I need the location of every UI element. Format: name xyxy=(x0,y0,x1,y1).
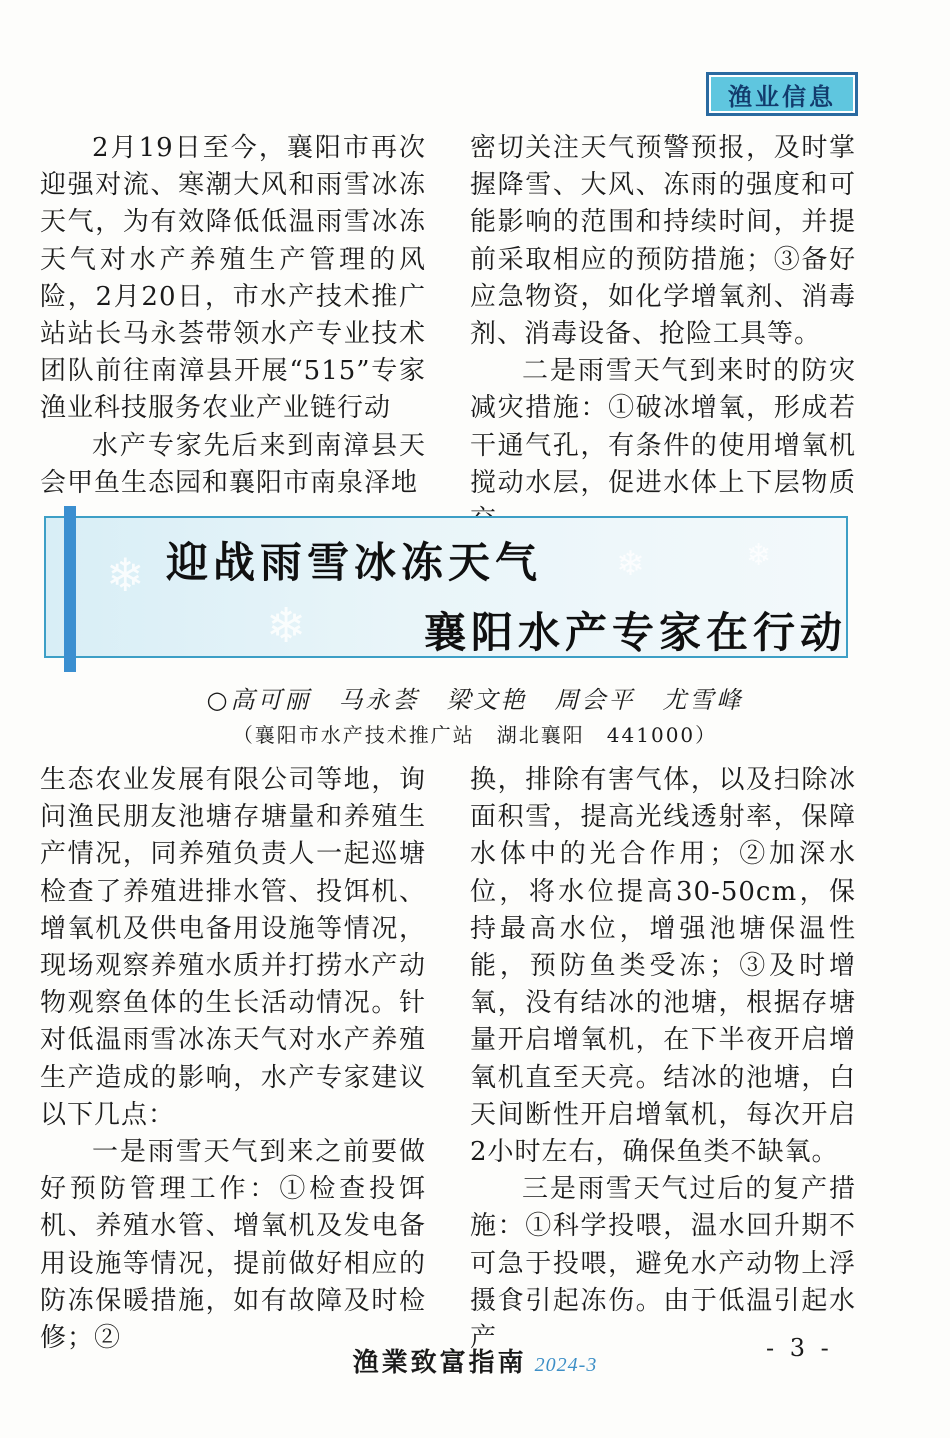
author-list: ○高可丽 马永荟 梁文艳 周会平 尤雪峰 xyxy=(206,686,744,714)
paragraph: 水产专家先后来到南漳县天会甲鱼生态园和襄阳市南泉泽地 xyxy=(40,430,426,498)
paragraph: 一是雨雪天气到来之前要做好预防管理工作：①检查投饵机、养殖水管、增氧机及发电备用设施等情况，提前做好相应的防冻保暖措施，如有故障及时检修；② xyxy=(40,1137,426,1354)
column-bottom-left xyxy=(40,762,426,1357)
paragraph: 三是雨雪天气过后的复产措施：①科学投喂，温水回升期不可急于投喂，避免水产动物上浮摄食引起冻伤。由于低温引起水产 xyxy=(470,1174,856,1354)
snowflake-icon: ❄ xyxy=(746,538,772,573)
paragraph: 换，排除有害气体，以及扫除冰面积雪，提高光线透射率，保障水体中的光合作用；②加深水位，将水位提高30-50cm，保持最高水位，增强池塘保温性能，预防鱼类受冻；③及时增氧，没有结冰的池塘，根据存塘量开启增氧机，在下半夜开启增氧机直至天亮。结冰的池塘，白天间断性开启增氧机，每次开启2小时左右，确保鱼类不缺氧。 xyxy=(470,765,856,1168)
journal-name: 渔業致富指南 xyxy=(352,1348,527,1378)
article-title-line2: 襄阳水产专家在行动 xyxy=(424,608,848,657)
snowflake-icon: ❄ xyxy=(616,544,645,584)
paragraph: 2月19日至今，襄阳市再次迎强对流、寒潮大风和雨雪冰冻天气，为有效降低低温雨雪冰冻天气对水产养殖生产管理的风险，2月20日，市水产技术推广站站长马永荟带领水产专业技术团队前往南漳县开展“515”专家渔业科技服务农业产业链行动 xyxy=(40,133,426,424)
author-affiliation: （襄阳市水产技术推广站 湖北襄阳 441000） xyxy=(232,723,718,747)
banner-accent-bar xyxy=(64,506,76,672)
section-tag: 渔业信息 xyxy=(706,72,858,116)
article-title-line1: 迎战雨雪冰冻天气 xyxy=(166,538,543,587)
paragraph: 二是雨雪天气到来时的防灾减灾措施：①破冰增氧，形成若干通气孔，有条件的使用增氧机搅动水层，促进水体上下层物质 xyxy=(470,356,856,498)
snowflake-icon: ❄ xyxy=(106,548,145,602)
journal-issue: 2024-3 xyxy=(534,1354,598,1376)
paragraph: 生态农业发展有限公司等地，询问渔民朋友池塘存塘量和养殖生产情况，同养殖负责人一起巡塘检查了养殖进排水管、投饵机、增氧机及供电备用设施等情况，现场观察养殖水质并打捞水产动物观察鱼体的生长活动情况。针对低温雨雪冰冻天气对水产养殖生产造成的影响，水产专家建议以下几点： xyxy=(40,765,426,1130)
column-bottom-right xyxy=(470,762,856,1357)
column-top-left xyxy=(40,130,426,502)
column-top-right xyxy=(470,130,856,539)
paragraph: 密切关注天气预警预报，及时掌握降雪、大风、冻雨的强度和可能影响的范围和持续时间，并提前采取相应的预防措施；③备好应急物资，如化学增氧剂、消毒剂、消毒设备、抢险工具等。 xyxy=(470,133,856,350)
page-number: - 3 - xyxy=(766,1334,833,1362)
snowflake-icon: ❄ xyxy=(266,598,307,654)
